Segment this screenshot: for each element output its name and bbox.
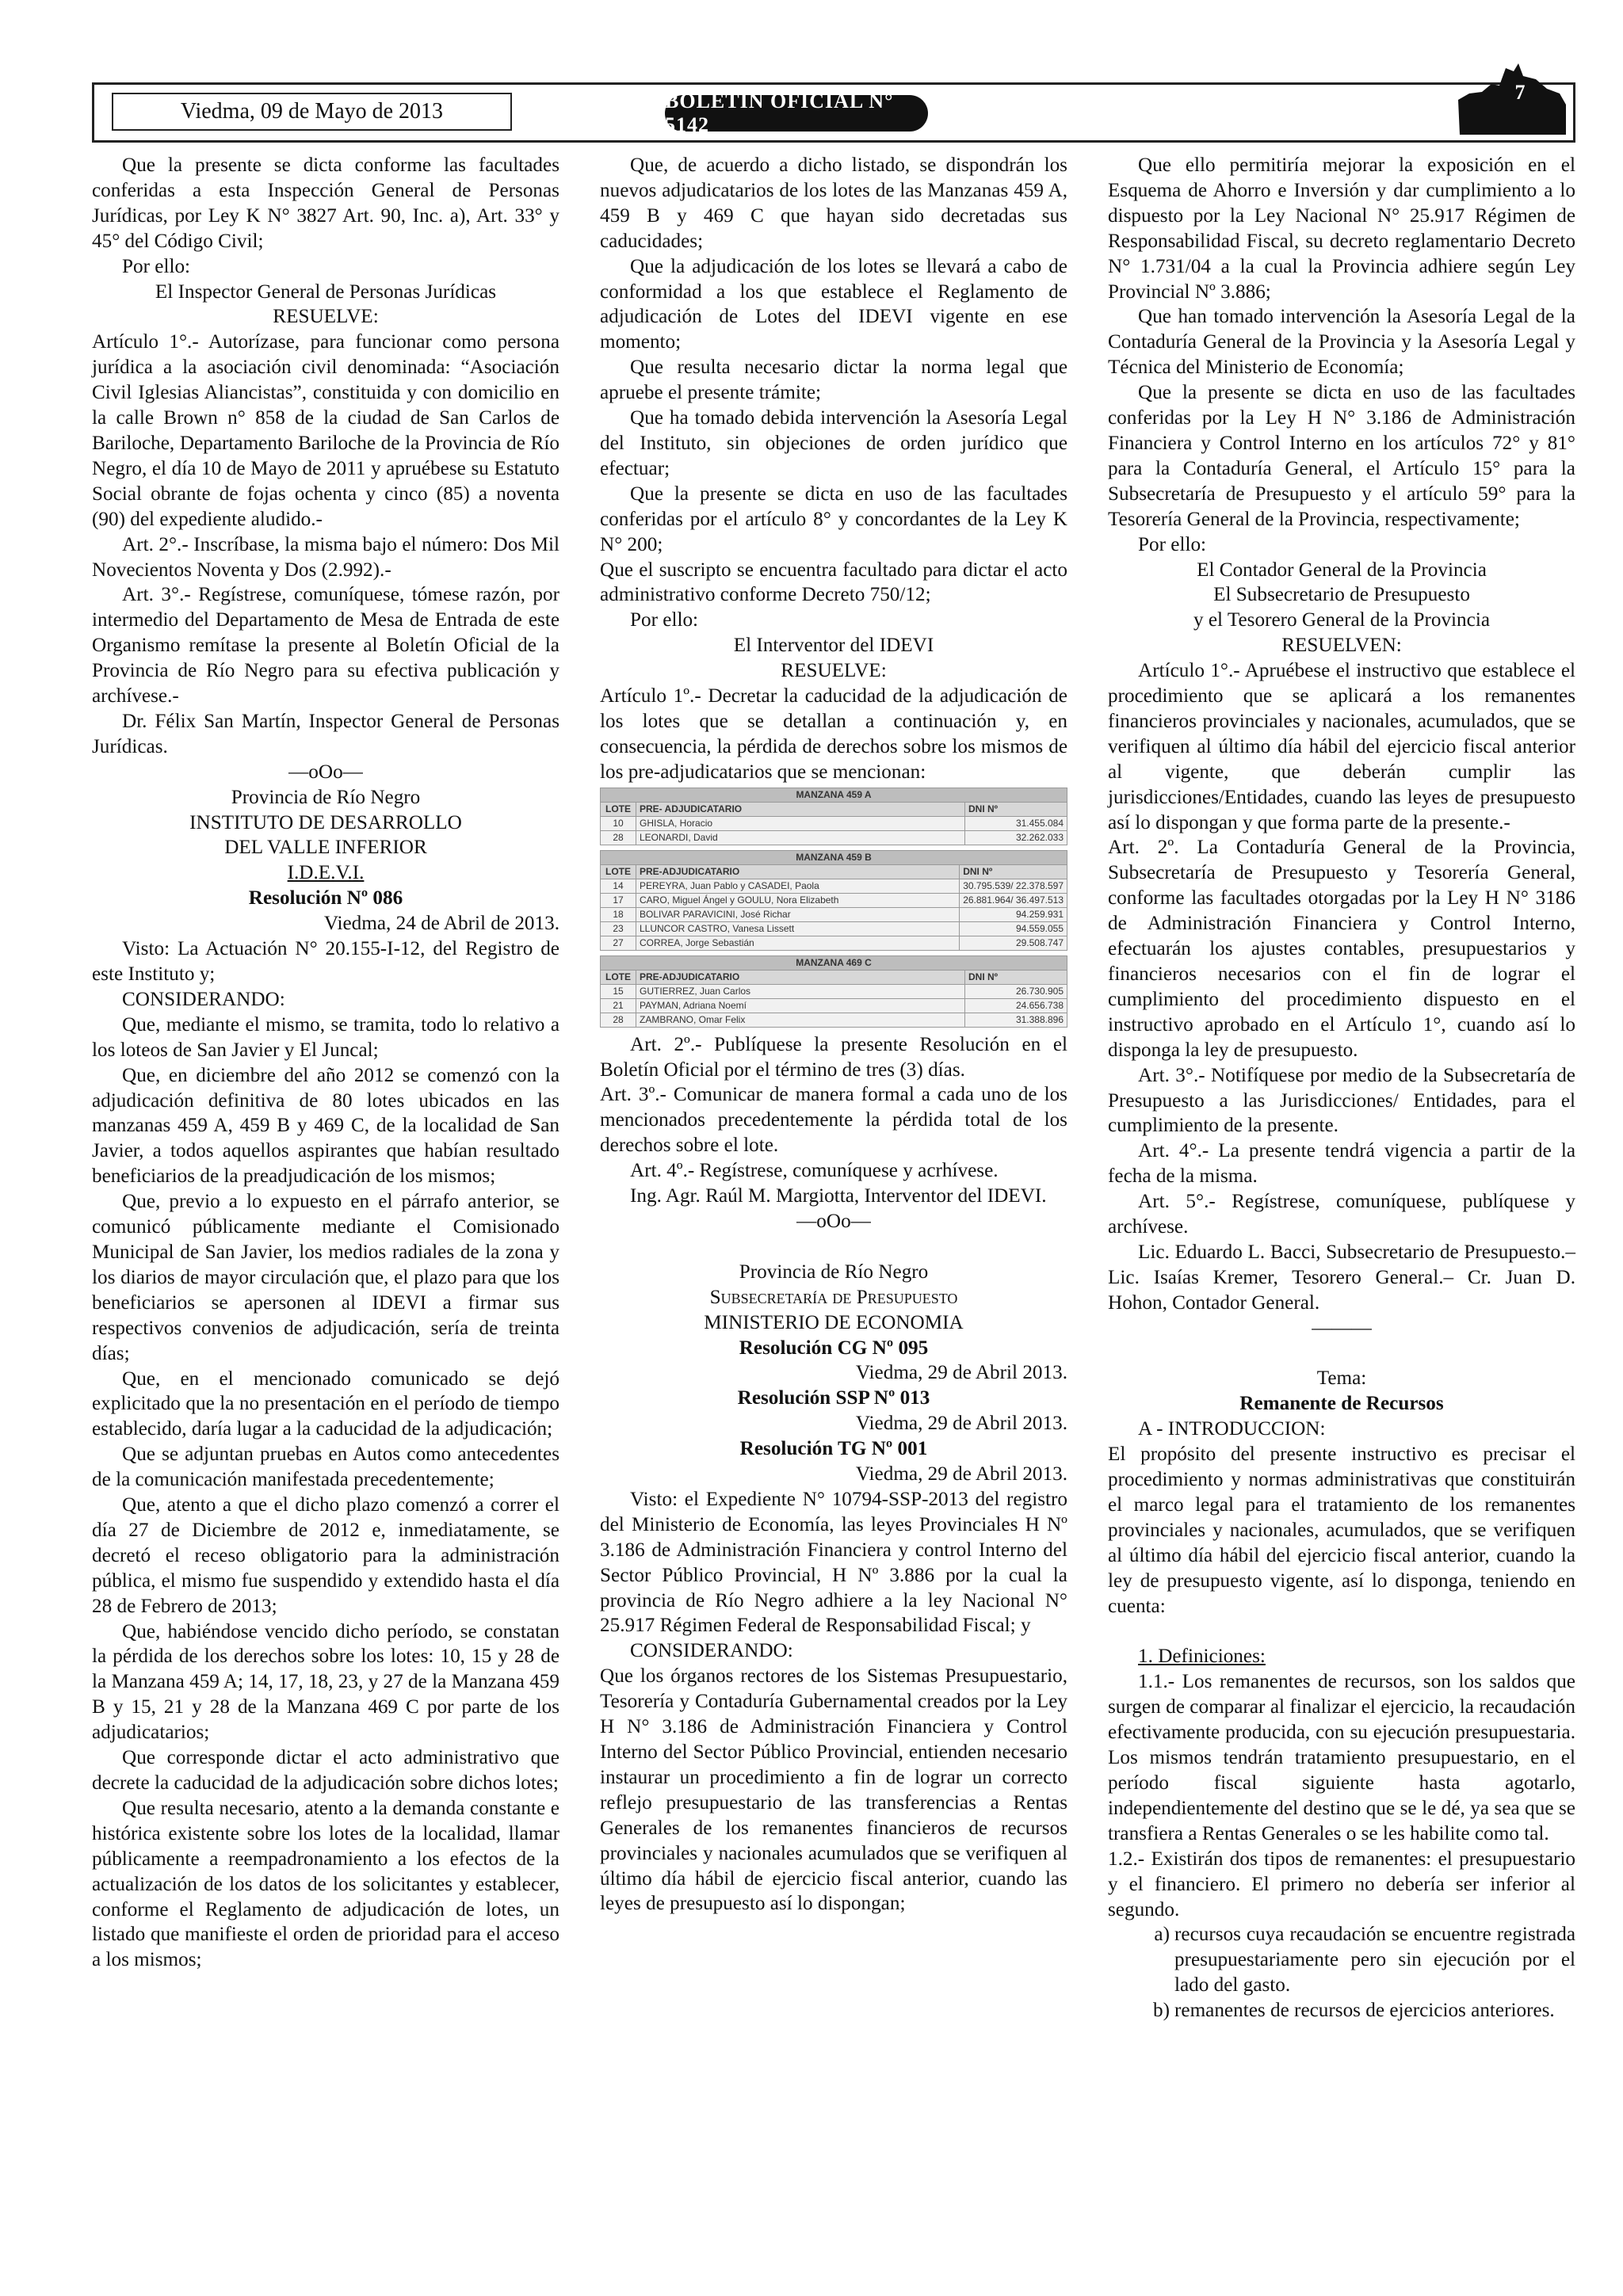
table-cell: 27 — [601, 936, 636, 950]
col2b-paragraph: MINISTERIO DE ECONOMIA — [704, 1311, 964, 1333]
table-cell: 18 — [601, 907, 636, 921]
table-header-cell: LOTE — [601, 864, 636, 879]
col3-paragraph: El propósito del presente instructivo es precisar el procedimiento y normas administrativas que constituirán el marco legal para el tratamiento de los remanentes provinciales y nacionales, acumulados, que se verifiquen al último día hábil del ejercicio fiscal anterior, cuando la ley de presupuesto vigente, así lo disponga, teniendo en cuenta: — [1108, 1444, 1575, 1617]
table-row — [601, 830, 1067, 845]
table-cell: CORREA, Jorge Sebastián — [636, 936, 960, 950]
table-cell: GHISLA, Horacio — [636, 816, 965, 830]
table-cell: 10 — [601, 816, 636, 830]
col3-paragraph: RESUELVEN: — [1281, 635, 1402, 657]
col3-paragraph: Tema: — [1316, 1367, 1367, 1390]
table-row — [601, 921, 1067, 936]
col1-paragraph: CONSIDERANDO: — [122, 988, 285, 1010]
col1-paragraph: Que corresponde dictar el acto administrativo que decrete la caducidad de la adjudicación sobre dichos lotes; — [92, 1747, 559, 1794]
table-title: MANZANA 459 A — [601, 788, 1067, 802]
table-cell: 94.559.055 — [960, 921, 1067, 936]
table-header-cell: DNI Nº — [960, 864, 1067, 879]
table-header-cell: LOTE — [601, 802, 636, 816]
column-middle — [600, 153, 1067, 1917]
col1-paragraph: Dr. Félix San Martín, Inspector General de Personas Jurídicas. — [92, 710, 559, 757]
col2a-paragraph: Que la adjudicación de los lotes se llevará a cabo de conformidad a los que establece el Reglamento de adjudicación de Lotes del IDEVI vigente en ese momento; — [600, 255, 1067, 353]
lots-table — [600, 955, 1067, 1028]
table-cell: 31.388.896 — [965, 1013, 1067, 1027]
col3-paragraph: ——— — [1312, 1317, 1372, 1339]
table-cell: 14 — [601, 879, 636, 893]
col2b-paragraph: Viedma, 29 de Abril 2013. — [855, 1413, 1067, 1435]
table-cell: 24.656.738 — [965, 998, 1067, 1013]
col3-paragraph: Remanente de Recursos — [1239, 1393, 1444, 1415]
col3-paragraph — [1108, 1619, 1575, 1645]
col2b-paragraph: CONSIDERANDO: — [630, 1640, 793, 1662]
table-cell: 29.508.747 — [960, 936, 1067, 950]
list-label: b) — [1153, 2000, 1170, 2022]
col1-paragraph: Que, en el mencionado comunicado se dejó explicitado que la no presentación en el período de tiempo establecido, daría lugar a la caducidad de la adjudicación; — [92, 1367, 559, 1440]
col2b-paragraph: Art. 4º.- Regístrese, comuníquese y acrhívese. — [630, 1160, 999, 1182]
table-cell: CARO, Miguel Ángel y GOULU, Nora Elizabeth — [636, 893, 960, 907]
bulletin-title: BOLETIN OFICIAL N° 5142 — [665, 95, 928, 132]
table-row — [601, 1013, 1067, 1027]
col2b-paragraph: Resolución TG Nº 001 — [739, 1438, 928, 1460]
col2b-paragraph: —oOo— — [796, 1211, 871, 1232]
col1-paragraph: Viedma, 24 de Abril de 2013. — [323, 913, 559, 935]
col1-paragraph: Que la presente se dicta conforme las facultades conferidas a esta Inspección General de Personas Jurídicas, por Ley K N° 3827 Art. 90, Inc. a), Art. 33° y 45° del Código Civil; — [92, 154, 559, 252]
col3-paragraph: Lic. Eduardo L. Bacci, Subsecretario de Presupuesto.– Lic. Isaías Kremer, Tesorero General.– Cr. Juan D. Hohon, Contador General. — [1108, 1241, 1575, 1314]
col3-paragraph: y el Tesorero General de la Provincia — [1193, 609, 1491, 631]
col1-paragraph: Que, habiéndose vencido dicho período, se constatan la pérdida de los derechos sobre los lotes: 10, 15 y 28 de la Manzana 459 A; 14, 17, 18, 23, y 27 de la Manzana 459 B y 15, 21 y 28 de la Manzana 469 C por parte de los adjudicatarios; — [92, 1620, 559, 1744]
col2a-paragraph: RESUELVE: — [781, 660, 887, 682]
col2b-paragraph: Resolución SSP Nº 013 — [737, 1387, 930, 1409]
table-row — [601, 907, 1067, 921]
table-cell: 17 — [601, 893, 636, 907]
lots-table — [600, 850, 1067, 951]
list-text: remanentes de recursos de ejercicios anteriores. — [1174, 2000, 1555, 2022]
column-right — [1108, 153, 1575, 2023]
col3-paragraph: 1.1.- Los remanentes de recursos, son los saldos que surgen de comparar al finalizar el ejercicio, la recaudación efectivamente producida, con su ejecución presupuestaria. Los mismos tendrán tratamiento presupuestario, en el período fiscal siguiente hasta agotarlo, independientemente del destino que se le dé, ya sea que se transfiera a Rentas Generales o se les habilite como tal. — [1108, 1671, 1575, 1844]
page-header — [92, 82, 1575, 143]
table-header-cell: PRE-ADJUDICATARIO — [636, 864, 960, 879]
col3-paragraph: Artículo 1°.- Apruébese el instructivo que establece el procedimiento que se aplicará a los remanentes financieros provinciales y nacionales, acumulados, que se verifiquen al último día hábil del ejercicio fiscal anterior al vigente, que deberán cumplir las jurisdicciones/Entidades, cuando las leyes de presupuesto así lo dispongan y que forma parte de la presente.- — [1108, 660, 1575, 833]
page-number: 7 — [1514, 81, 1526, 104]
table-cell: LLUNCOR CASTRO, Vanesa Lissett — [636, 921, 960, 936]
col3-paragraph: Art. 2º. La Contaduría General de la Provincia, Subsecretaría de Presupuesto y Tesorería General, conforme las facultades otorgadas por la Ley H N° 3186 de Administración Financiera y Control Interno, efectuarán los ajustes contables, presupuestarios y financieros necesarios con el fin de lograr el cumplimiento del procedimiento dispuesto en el instructivo aprobado en el Artículo 1°, cuando así lo disponga la ley de presupuesto. — [1108, 837, 1575, 1061]
col1-paragraph: Que, atento a que el dicho plazo comenzó a correr el día 27 de Diciembre de 2012 e, inmediatamente, se decretó el receso obligatorio para la administración pública, el mismo fue suspendido y extendido hasta el día 28 de Febrero de 2013; — [92, 1494, 559, 1617]
list-text: recursos cuya recaudación se encuentre registrada presupuestariamente pero sin ejecución por el lado del gasto. — [1174, 1924, 1575, 1997]
table-row — [601, 998, 1067, 1013]
table-title: MANZANA 459 B — [601, 850, 1067, 864]
table-cell: 28 — [601, 1013, 636, 1027]
col1-paragraph: Art. 2°.- Inscríbase, la misma bajo el número: Dos Mil Novecientos Noventa y Dos (2.992).- — [92, 533, 559, 581]
table-row — [601, 936, 1067, 950]
col2b-paragraph: Art. 3º.- Comunicar de manera formal a cada uno de los mencionados precedentemente la pérdida total de los derechos sobre el lote. — [600, 1084, 1067, 1157]
col1-paragraph: Que, mediante el mismo, se tramita, todo lo relativo a los loteos de San Javier y El Juncal; — [92, 1013, 559, 1061]
col3-paragraph: Que han tomado intervención la Asesoría Legal de la Contaduría General de la Provincia y la Asesoría Legal y Técnica del Ministerio de Economía; — [1108, 306, 1575, 379]
col1-paragraph: Que, en diciembre del año 2012 se comenzó con la adjudicación definitiva de 80 lotes ubicados en las manzanas 459 A, 459 B y 469 C, de la localidad de San Javier, a todos aquellos aspirantes que habían resultado beneficiarios de la preadjudicación de los mismos; — [92, 1064, 559, 1188]
col2a-paragraph: Artículo 1º.- Decretar la caducidad de la adjudicación de los lotes que se detallan a continuación y, en consecuencia, la pérdida de derechos sobre los mismos de los pre-adjudicatarios que se mencionan: — [600, 685, 1067, 783]
table-cell: LEONARDI, David — [636, 830, 965, 845]
col2b-paragraph: Viedma, 29 de Abril 2013. — [855, 1362, 1067, 1384]
col1-paragraph: Que resulta necesario, atento a la demanda constante e histórica existente sobre los lotes de la localidad, llamar públicamente a reempadronamiento a los efectos de la actualización de los datos de los solicitantes y establecer, conforme el Reglamento de adjudicación de lotes, un listado que manifieste el orden de prioridad para el acceso a los mismos; — [92, 1797, 559, 1971]
col1-paragraph: —oOo— — [288, 761, 363, 783]
lots-table — [600, 788, 1067, 845]
table-cell: 30.795.539/ 22.378.597 — [960, 879, 1067, 893]
table-title: MANZANA 469 C — [601, 955, 1067, 970]
table-header-cell: PRE-ADJUDICATARIO — [636, 970, 965, 984]
col1-paragraph: Provincia de Río Negro — [231, 786, 421, 808]
col1-paragraph: DEL VALLE INFERIOR — [224, 837, 427, 859]
table-header-cell: PRE- ADJUDICATARIO — [636, 802, 965, 816]
col3-paragraph — [1108, 1922, 1575, 1998]
col2b-paragraph: Art. 2º.- Publíquese la presente Resolución en el Boletín Oficial por el término de tres (3) días. — [600, 1033, 1067, 1081]
table-cell: 26.881.964/ 36.497.513 — [960, 893, 1067, 907]
col2b-paragraph: Provincia de Río Negro — [739, 1261, 929, 1283]
col3-paragraph: El Contador General de la Provincia — [1197, 559, 1487, 581]
col2b-paragraph: Que los órganos rectores de los Sistemas Presupuestario, Tesorería y Contaduría Gubernamental creados por la Ley H N° 3.186 de Administración Financiera y Control Interno del Sector Público Provincial, entienden necesario instaurar un procedimiento a fin de lograr un correcto reflejo presupuestario de las transferencias a Rentas Generales de los remanentes financieros de recursos provinciales y nacionales acumulados que se verifiquen al último día hábil de ejercicio fiscal anterior, cuando las leyes de presupuesto así lo dispongan; — [600, 1665, 1067, 1915]
col2b-paragraph — [600, 1234, 1067, 1260]
col1-paragraph: El Inspector General de Personas Jurídicas — [155, 280, 497, 303]
col3-paragraph: 1.2.- Existirán dos tipos de remanentes: el presupuestario y el financiero. El primero no debería ser inferior al segundo. — [1108, 1848, 1575, 1920]
table-row — [601, 879, 1067, 893]
col1-paragraph: Por ello: — [122, 255, 191, 277]
table-cell: 28 — [601, 830, 636, 845]
list-label: a) — [1154, 1924, 1170, 1946]
table-cell: 15 — [601, 984, 636, 998]
col3-paragraph: Que ello permitiría mejorar la exposición en el Esquema de Ahorro e Inversión y dar cumplimiento a lo dispuesto por la Ley Nacional N° 25.917 Régimen de Responsabilidad Fiscal, su decreto reglamentario Decreto N° 1.731/04 a la cual la Provincia adhiere según Ley Provincial Nº 3.886; — [1108, 154, 1575, 303]
col1-paragraph: Que, previo a lo expuesto en el párrafo anterior, se comunicó públicamente mediante el Comisionado Municipal de San Javier, los medios radiales de la zona y los diarios de mayor circulación que, el plazo para que los beneficiarios se apersonen al IDEVI a firmar sus respectivos convenios de adjudicación, sería de treinta días; — [92, 1191, 559, 1364]
col1-paragraph: Art. 3°.- Regístrese, comuníquese, tómese razón, por intermedio del Departamento de Mesa de Entrada de este Organismo remítase la presente al Boletín Oficial de la Provincia de Río Negro para su efectiva publicación y archívese.- — [92, 584, 559, 707]
col2b-paragraph: Resolución CG Nº 095 — [739, 1337, 929, 1359]
col1-paragraph: RESUELVE: — [273, 306, 379, 328]
table-cell: PAYMAN, Adriana Noemí — [636, 998, 965, 1013]
header-date: Viedma, 09 de Mayo de 2013 — [112, 93, 512, 131]
col2a-paragraph: Que el suscripto se encuentra facultado para dictar el acto administrativo conforme Decreto 750/12; — [600, 559, 1067, 606]
col2a-paragraph: Que la presente se dicta en uso de las facultades conferidas por el artículo 8° y concordantes de la Ley K N° 200; — [600, 482, 1067, 555]
col3-paragraph: Art. 3°.- Notifíquese por medio de la Subsecretaría de Presupuesto a las Jurisdicciones/ Entidades, para el cumplimiento de la presente. — [1108, 1064, 1575, 1137]
col2a-paragraph: Que, de acuerdo a dicho listado, se dispondrán los nuevos adjudicatarios de los lotes de las Manzanas 459 A, 459 B y 469 C que hayan sido decretadas sus caducidades; — [600, 154, 1067, 252]
table-cell: 32.262.033 — [965, 830, 1067, 845]
col2a-paragraph: Que resulta necesario dictar la norma legal que apruebe el presente trámite; — [600, 357, 1067, 404]
table-cell: BOLIVAR PARAVICINI, José Richar — [636, 907, 960, 921]
col2b-paragraph: Visto: el Expediente N° 10794-SSP-2013 del registro del Ministerio de Economía, las leyes Provinciales H Nº 3.186 de Administración Financiera y control Interno del Sector Público Provincial, H Nº 3.886 por la cual la provincia de Río Negro adhiere a la ley Nacional N° 25.917 Régimen Federal de Responsabilidad Fiscal; y — [600, 1488, 1067, 1637]
col1-paragraph: INSTITUTO DE DESARROLLO — [189, 811, 462, 833]
col3-paragraph: Art. 4°.- La presente tendrá vigencia a partir de la fecha de la misma. — [1108, 1140, 1575, 1188]
table-cell: PEREYRA, Juan Pablo y CASADEI, Paola — [636, 879, 960, 893]
column-left — [92, 153, 559, 1973]
col1-paragraph: I.D.E.V.I. — [287, 862, 365, 884]
table-row — [601, 984, 1067, 998]
col3-paragraph — [1108, 1998, 1575, 2023]
col2b-paragraph: Ing. Agr. Raúl M. Margiotta, Interventor del IDEVI. — [630, 1185, 1047, 1207]
table-cell: 21 — [601, 998, 636, 1013]
col2a-paragraph: El Interventor del IDEVI — [733, 635, 934, 657]
col3-paragraph: A - INTRODUCCION: — [1138, 1418, 1326, 1440]
column-middle-bottom — [600, 1032, 1067, 1917]
table-cell: ZAMBRANO, Omar Felix — [636, 1013, 965, 1027]
table-row — [601, 816, 1067, 830]
table-cell: 94.259.931 — [960, 907, 1067, 921]
col1-paragraph: Resolución Nº 086 — [248, 887, 403, 910]
col1-paragraph: Artículo 1°.- Autorízase, para funcionar como persona jurídica a la asociación civil denominada: “Asociación Civil Iglesias Aliancistas”, constituida y con domicilio en la calle Brown n° 858 de la ciudad de San Carlos de Bariloche, Departamento Bariloche de la Provincia de Río Negro, el día 10 de Mayo de 2011 y apruébese su Estatuto Social obrante de fojas ochenta y cinco (85) a noventa (90) del expediente aludido.- — [92, 331, 559, 530]
table-row — [601, 893, 1067, 907]
col2b-paragraph: Subsecretaría de Presupuesto — [709, 1286, 958, 1308]
table-cell: 23 — [601, 921, 636, 936]
table-header-cell: DNI Nº — [965, 970, 1067, 984]
col3-paragraph: 1. Definiciones: — [1138, 1646, 1266, 1668]
col3-paragraph: El Subsecretario de Presupuesto — [1213, 584, 1470, 606]
col3-paragraph — [1108, 1341, 1575, 1367]
col3-paragraph: Art. 5°.- Regístrese, comuníquese, publíquese y archívese. — [1108, 1191, 1575, 1238]
col3-paragraph: Por ello: — [1138, 533, 1207, 555]
col1-paragraph: Que se adjuntan pruebas en Autos como antecedentes de la comunicación manifestada precedentemente; — [92, 1444, 559, 1491]
col1-paragraph: Visto: La Actuación N° 20.155-I-12, del Registro de este Instituto y; — [92, 938, 559, 985]
col2a-paragraph: Por ello: — [630, 609, 699, 631]
table-header-cell: LOTE — [601, 970, 636, 984]
lots-tables — [600, 788, 1067, 1028]
col2b-paragraph: Viedma, 29 de Abril 2013. — [855, 1463, 1067, 1486]
col2a-paragraph: Que ha tomado debida intervención la Asesoría Legal del Instituto, sin objeciones de orden jurídico que efectuar; — [600, 407, 1067, 479]
column-middle-top — [600, 153, 1067, 785]
col3-paragraph: Que la presente se dicta en uso de las facultades conferidas por la Ley H N° 3.186 de Administración Financiera y Control Interno en los artículos 72° y 81° para la Contaduría General, el Artículo 15° para la Subsecretaría de Presupuesto y el artículo 59° para la Tesorería General de la Provincia, respectivamente; — [1108, 382, 1575, 530]
table-cell: 31.455.084 — [965, 816, 1067, 830]
table-header-cell: DNI Nº — [965, 802, 1067, 816]
table-cell: 26.730.905 — [965, 984, 1067, 998]
table-cell: GUTIERREZ, Juan Carlos — [636, 984, 965, 998]
